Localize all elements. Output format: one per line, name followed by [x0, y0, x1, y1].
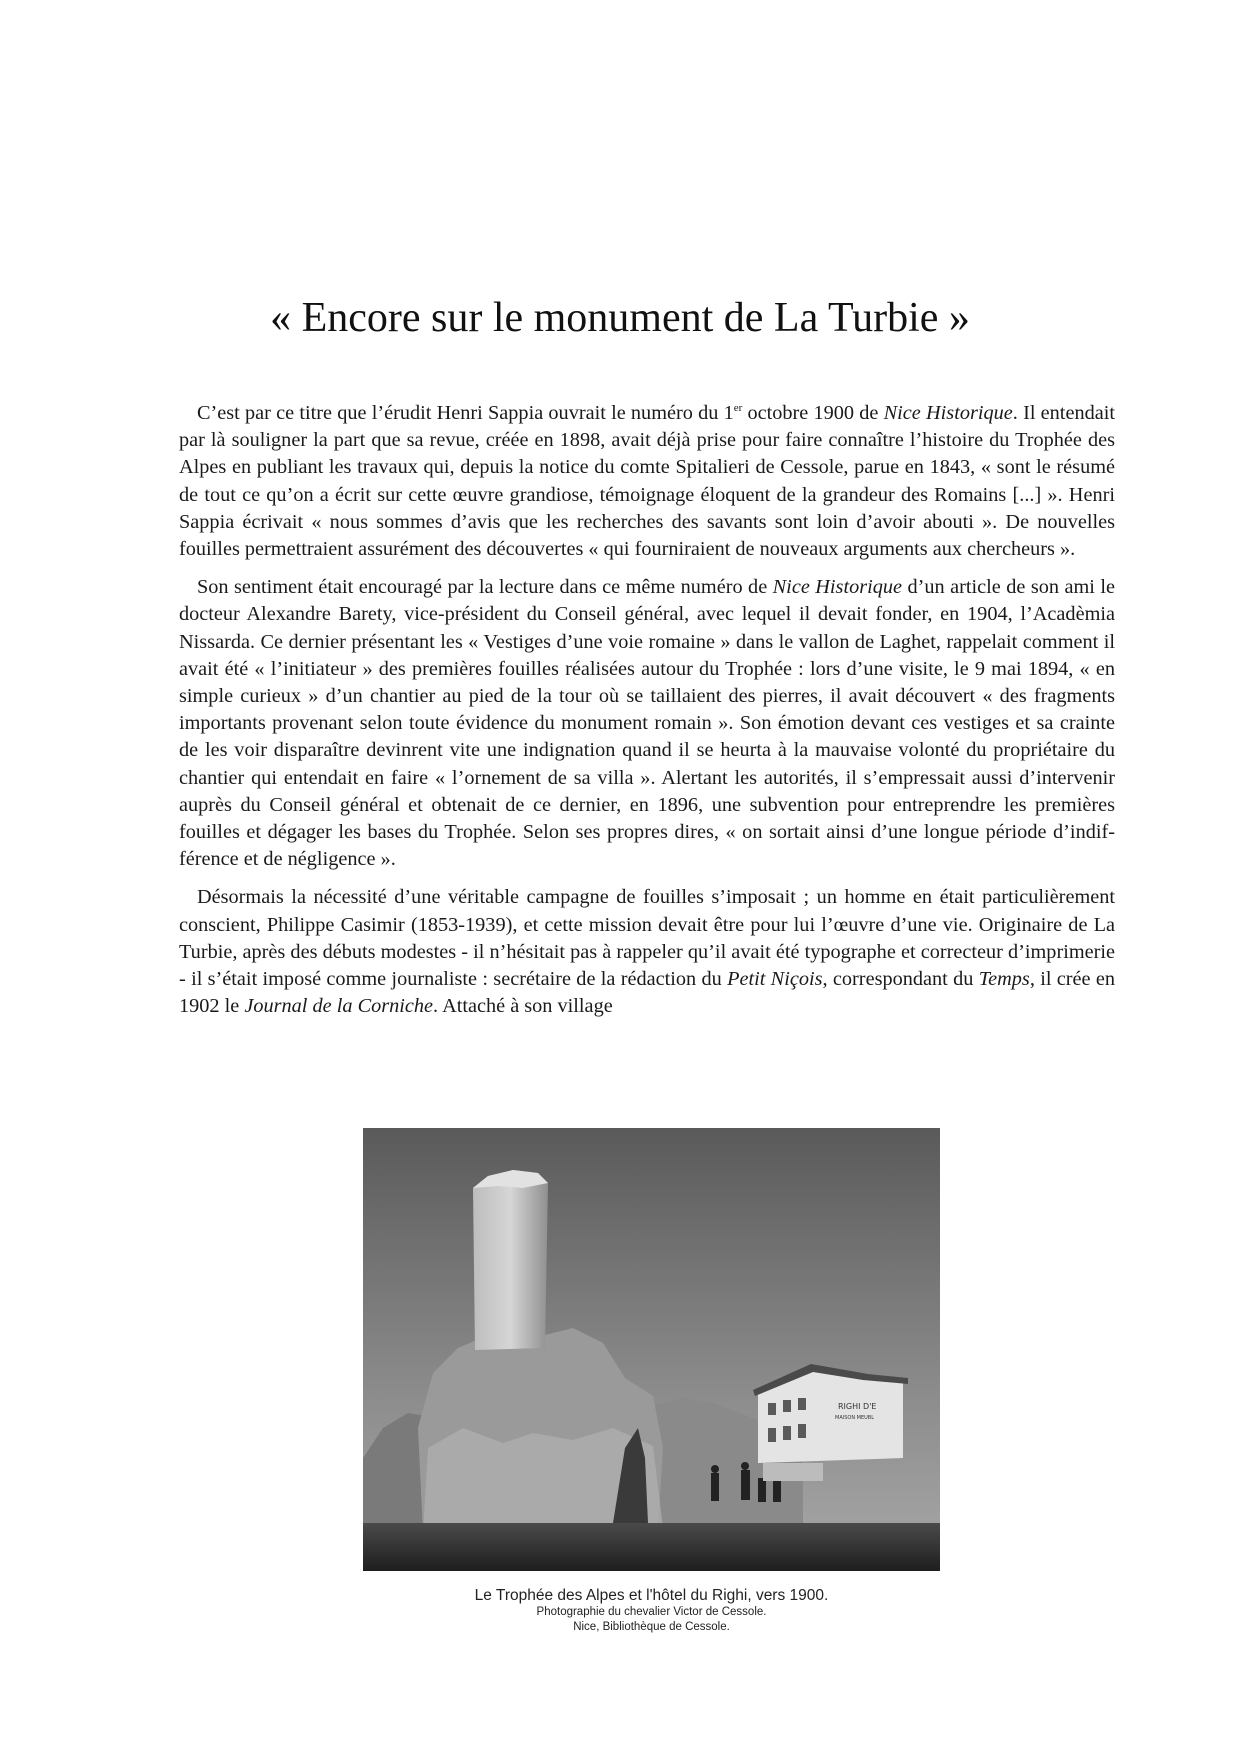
- caption-source: Nice, Bibliothèque de Cessole.: [573, 1621, 730, 1633]
- p3-text-b: , correspondant du: [822, 968, 979, 991]
- hotel-sign: RIGHI D'E: [838, 1402, 877, 1411]
- photo-caption: [363, 1586, 940, 1635]
- p3-text-c: , il crée en 1902 le: [179, 968, 1116, 1018]
- caption-title: Le Trophée des Alpes et l'hôtel du Righi, vers 1900.: [474, 1587, 829, 1604]
- ground: [363, 1523, 940, 1571]
- tower: [473, 1170, 548, 1350]
- p2-text-b: d’un article de son ami le docteur Alexandre Barety, vice-président du Conseil général, avec lequel il devait fonder, en 1904, l’Acadèmia Nissarda. Ce dernier présentant les « Vestiges d’une voie romaine » dans le vallon de Laghet, rappelait comment il avait été « l’initiateur » des premières fouilles réalisées autour du Trophée : lors d’une visite, le 9 mai 1894, « en simple curieux » d’un chantier au pied de la tour où se taillaient des pierres, il avait découvert « des fragments importants provenant selon toute évidence du monument romain ». Son émotion devant ces vestiges et sa crainte de les voir disparaître devinrent vite une indignation quand il se heurta à la mauvaise volonté du propriétaire du chantier qui entendait en faire « l’ornement de sa villa ». Alertant les autorités, il s’empressait aussi d’intervenir auprès du Conseil général et obtenait de ce dernier, en 1896, une subvention pour entreprendre les premières fouilles et dégager les bases du Trophée. Selon ses propres dires, « on sortait ainsi d’une longue période d’indifférence et de négligence ».: [179, 576, 1115, 871]
- article-body: [179, 400, 1115, 1020]
- p2-journal-title: Nice Historique: [772, 576, 903, 599]
- page-title: « Encore sur le monument de La Turbie »: [270, 295, 970, 341]
- hotel-sign-sub: MAISON MEUBL: [835, 1415, 874, 1421]
- paragraph-1: [179, 400, 1115, 563]
- caption-credit: Photographie du chevalier Victor de Cessole.: [536, 1606, 767, 1618]
- p2-text-a: Son sentiment était encouragé par la lecture dans ce même numéro de: [197, 576, 773, 599]
- p3-newspaper-1: Petit Niçois: [727, 968, 823, 991]
- p1-text-a: C’est par ce titre que l’érudit Henri Sappia ouvrait le numéro du 1: [197, 402, 734, 424]
- p3-text-d: . Attaché à son village: [433, 995, 613, 1018]
- p1-superscript: er: [733, 402, 743, 414]
- p3-newspaper-3: Journal de la Corniche: [244, 995, 434, 1018]
- p3-text-a: Désormais la nécessité d’une véritable campagne de fouilles s’imposait ; un homme en était particulièrement conscient, Philippe Casimir (1853-1939), et cette mission devait être pour lui l’œuvre d’une vie. Originaire de La Turbie, après des débuts modestes - il n’hésitait pas à rappeler qu’il avait été typographe et correcteur d’imprimerie - il s’était imposé comme journaliste : secrétaire de la rédaction du: [179, 886, 1115, 991]
- wall: [763, 1463, 823, 1481]
- historic-photograph: [363, 1128, 940, 1571]
- paragraph-2: [179, 574, 1115, 873]
- photo-illustration: [363, 1128, 940, 1571]
- p1-text-c: . Il entendait par là souligner la part que sa revue, créée en 1898, avait déjà prise pour faire connaître l’histoire du Trophée des Alpes en publiant les travaux qui, depuis la notice du comte Spitalieri de Cessole, parue en 1843, « sont le résumé de tout ce qu’on a écrit sur cette œuvre grandiose, témoignage éloquent de la grandeur des Romains [...] ». Henri Sappia écrivait « nous sommes d’avis que les recherches des savants sont loin d’avoir abouti ». De nouvelles fouilles permettraient assurément des découvertes « qui fourniraient de nouveaux arguments aux chercheurs ».: [179, 402, 1115, 561]
- p1-journal-title: Nice Historique: [883, 402, 1013, 424]
- p3-newspaper-2: Temps: [978, 968, 1030, 991]
- paragraph-3: [179, 884, 1115, 1020]
- p1-text-b: octobre 1900 de: [742, 402, 884, 424]
